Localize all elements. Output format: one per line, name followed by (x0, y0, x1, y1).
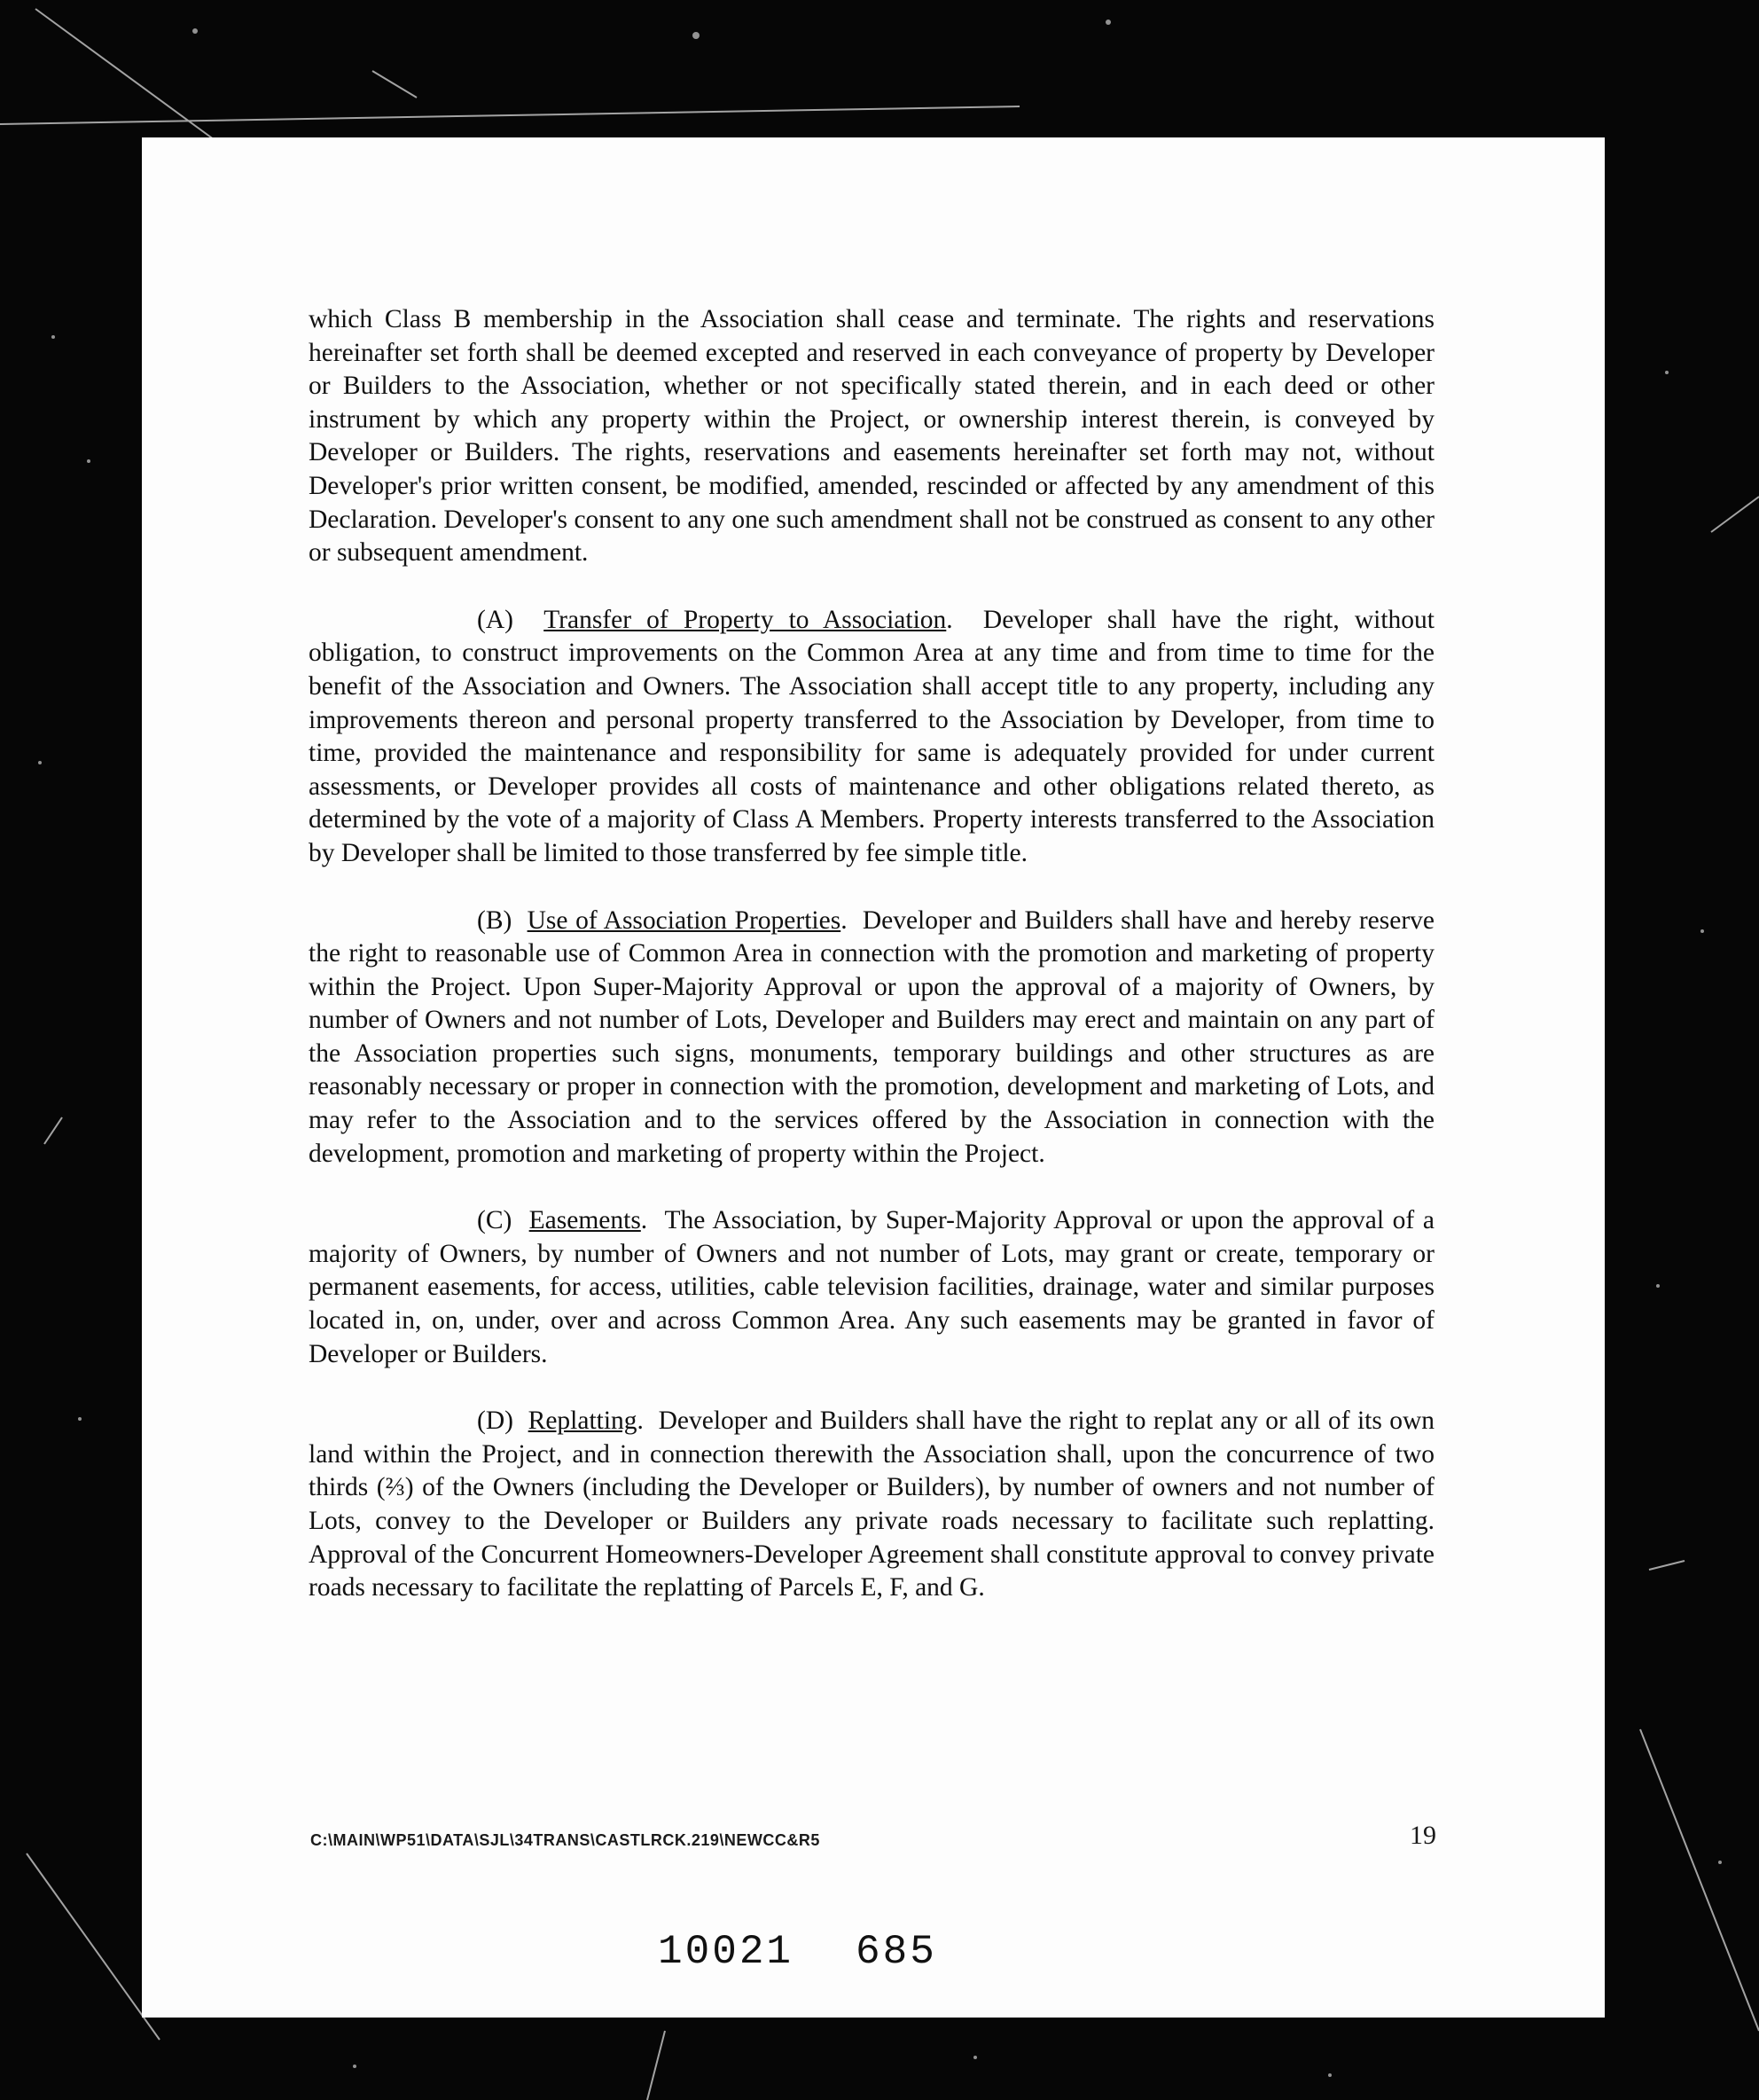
section-d-text: Developer and Builders shall have the right to replat any or all of its own land within the Project, and in connection therewith the Association shall, upon the concurrence of two thirds (⅔) of the Owners (including the Developer or Builders), by number of owners and not number of Lots, convey to the Developer or Builders any private roads necessary to facilitate such replatting. Approval of the Concurrent Homeowners-Developer Agreement shall constitute approval to convey private roads necessary to facilitate the replatting of Parcels E, F, and G. (309, 1407, 1435, 1602)
recording-stamp (658, 1929, 937, 1975)
section-b-text: Developer and Builders shall have and hereby reserve the right to reasonable use of Common Area in connection with the promotion and marketing of property within the Project. Upon Super-Majority Approval or upon the approval of a majority of Owners, by number of Owners and not number of Lots, Developer and Builders may erect and maintain on any part of the Association properties such signs, monuments, temporary buildings and other structures as are reasonably necessary or proper in connection with the promotion, development and marketing of Lots, and may refer to the Association and to the services offered by the Association in connection with the development, promotion and marketing of property within the Project. (309, 905, 1435, 1168)
section-d-label: (D) (477, 1407, 513, 1436)
document-page (142, 137, 1605, 2018)
stamp-page-number: 685 (856, 1929, 937, 1975)
section-a-heading: Transfer of Property to Association (543, 605, 947, 634)
section-b-heading: Use of Association Properties (527, 905, 841, 935)
section-d-heading: Replatting (528, 1407, 637, 1436)
intro-paragraph (309, 303, 1435, 570)
section-b-label: (B) (477, 905, 512, 935)
file-path-footer: C:\MAIN\WP51\DATA\SJL\34TRANS\CASTLRCK.219\NEWCC&R5 (310, 1831, 820, 1849)
section-c-text: The Association, by Super-Majority Approval or upon the approval of a majority of Owners, by number of Owners and not number of Lots, may grant or create, temporary or permanent easements, for access, utilities, cable television facilities, drainage, water and similar purposes located in, on, under, over and across Common Area. Any such easements may be granted in favor of Developer or Builders. (309, 1206, 1435, 1368)
section-b: (B) Use of Association Properties. Developer and Builders shall have and hereby reserve the right to reasonable use of Common Area in connection with the promotion and marketing of property within the Project. Upon Super-Majority Approval or upon the approval of a majority of Owners, by number of Owners and not number of Lots, Developer and Builders may erect and maintain on any part of the Association properties such signs, monuments, temporary buildings and other structures as are reasonably necessary or proper in connection with the promotion, development and marketing of Lots, and may refer to the Association and to the services offered by the Association in connection with the development, promotion and marketing of property within the Project. (309, 905, 1435, 1168)
section-c-label: (C) (477, 1206, 512, 1235)
section-a-label: (A) (477, 605, 513, 634)
section-a: (A) Transfer of Property to Association. Developer shall have the right, without obligation, to construct improvements on the Common Area at any time and from time to time for the benefit of the Association and Owners. The Association shall accept title to any property, including any improvements thereon and personal property transferred to the Association by Developer, from time to time, provided the maintenance and responsibility for same is adequately provided for under current assessments, or Developer provides all costs of maintenance and other obligations related thereto, as determined by the vote of a majority of Class A Members. Property interests transferred to the Association by Developer shall be limited to those transferred by fee simple title. (309, 605, 1435, 867)
section-c-heading: Easements (528, 1206, 641, 1235)
section-c: (C) Easements. The Association, by Super-Majority Approval or upon the approval of a majority of Owners, by number of Owners and not number of Lots, may grant or create, temporary or permanent easements, for access, utilities, cable television facilities, drainage, water and similar purposes located in, on, under, over and across Common Area. Any such easements may be granted in favor of Developer or Builders. (309, 1206, 1435, 1368)
document-body (309, 303, 1435, 1639)
intro-text: which Class B membership in the Association shall cease and terminate. The rights and reservations hereinafter set forth shall be deemed excepted and reserved in each conveyance of property by Developer or Builders to the Association, whether or not specifically stated therein, and in each deed or other instrument by which any property within the Project, or ownership interest therein, is conveyed by Developer or Builders. The rights, reservations and easements hereinafter set forth may not, without Developer's prior written consent, be modified, amended, rescinded or affected by any amendment of this Declaration. Developer's consent to any one such amendment shall not be construed as consent to any other or subsequent amendment. (309, 305, 1435, 568)
section-d: (D) Replatting. Developer and Builders shall have the right to replat any or all of its own land within the Project, and in connection therewith the Association shall, upon the concurrence of two thirds (⅔) of the Owners (including the Developer or Builders), by number of owners and not number of Lots, convey to the Developer or Builders any private roads necessary to facilitate such replatting. Approval of the Concurrent Homeowners-Developer Agreement shall constitute approval to convey private roads necessary to facilitate the replatting of Parcels E, F, and G. (309, 1407, 1435, 1602)
section-a-text: Developer shall have the right, without obligation, to construct improvements on the Common Area at any time and from time to time for the benefit of the Association and Owners. The Association shall accept title to any property, including any improvements thereon and personal property transferred to the Association by Developer, from time to time, provided the maintenance and responsibility for same is adequately provided for under current assessments, or Developer provides all costs of maintenance and other obligations related thereto, as determined by the vote of a majority of Class A Members. Property interests transferred to the Association by Developer shall be limited to those transferred by fee simple title. (309, 605, 1435, 867)
page-number: 19 (1410, 1821, 1436, 1850)
stamp-book-number: 10021 (658, 1929, 794, 1975)
